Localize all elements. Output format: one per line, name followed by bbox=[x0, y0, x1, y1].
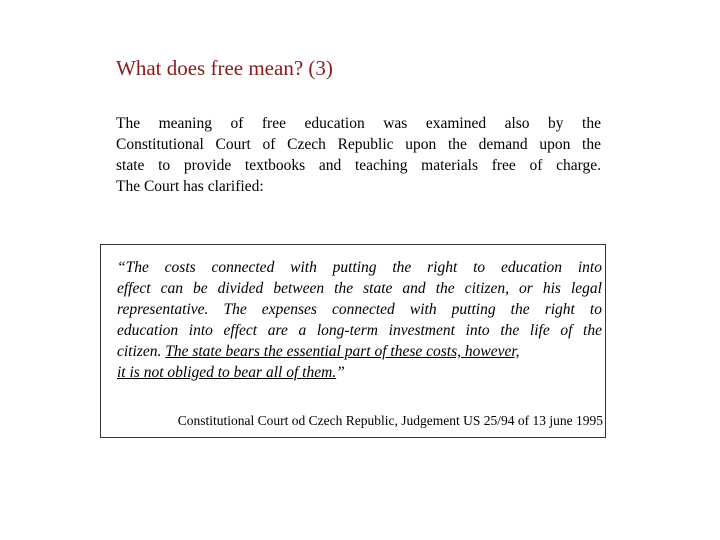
quote-underlined-text: The state bears the essential part of these costs, however, bbox=[165, 343, 520, 360]
intro-paragraph bbox=[116, 113, 601, 197]
quote-plain-text: citizen. bbox=[117, 343, 166, 360]
intro-line: Constitutional Court of Czech Republic upon the demand upon the bbox=[116, 136, 601, 153]
quote-underlined-text: it is not obliged to bear all of them. bbox=[117, 364, 337, 381]
citation: Constitutional Court od Czech Republic, Judgement US 25/94 of 13 june 1995 bbox=[177, 413, 603, 428]
quote-line: effect can be divided between the state and the citizen, or his legal bbox=[117, 280, 602, 297]
quote-line: education into effect are a long-term investment into the life of the bbox=[117, 322, 602, 339]
intro-line: The Court has clarified: bbox=[116, 178, 264, 195]
slide-title: What does free mean? (3) bbox=[116, 56, 333, 80]
intro-line: The meaning of free education was examined also by the bbox=[116, 115, 601, 132]
quote-line bbox=[117, 341, 602, 362]
quote-line bbox=[117, 362, 602, 383]
quote-line: representative. The expenses connected with putting the right to bbox=[117, 301, 602, 318]
quote-closing-mark: ” bbox=[336, 364, 345, 381]
court-quote bbox=[117, 257, 602, 383]
intro-line: state to provide textbooks and teaching materials free of charge. bbox=[116, 157, 601, 174]
quote-line: “The costs connected with putting the right to education into bbox=[117, 259, 602, 276]
quote-box bbox=[100, 244, 606, 438]
